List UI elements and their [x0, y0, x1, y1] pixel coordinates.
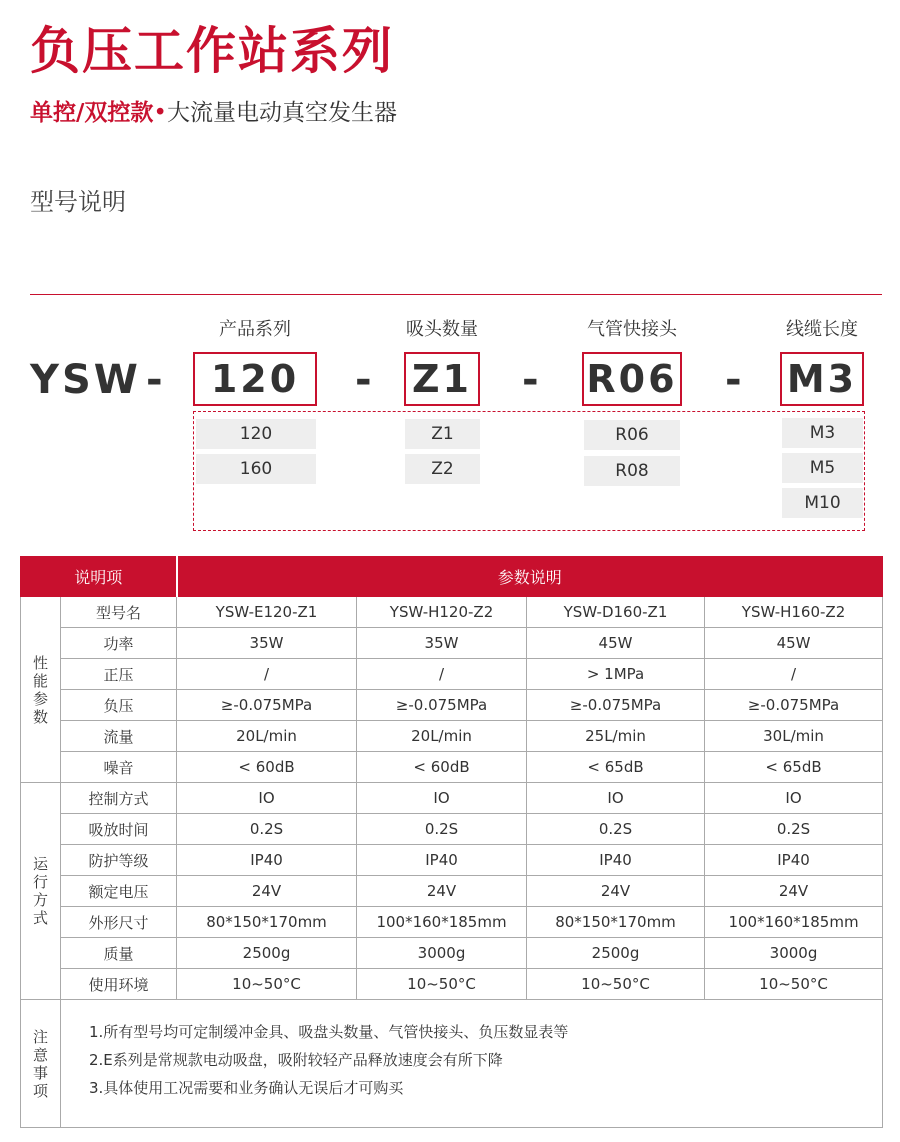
notes-cell — [61, 1000, 883, 1128]
group-notes: 注意事项 — [21, 1000, 61, 1128]
header-params-column: 参数说明 — [177, 557, 883, 597]
cable-length-code-box: M3 — [780, 352, 864, 406]
subtitle-bullet: • — [153, 100, 167, 126]
group-performance: 性能参数 — [21, 597, 61, 783]
table-header-row — [21, 557, 883, 597]
section-title: 型号说明 — [30, 188, 126, 216]
model-prefix: YSW — [30, 357, 141, 403]
table-row — [21, 814, 883, 845]
series-label: 产品系列 — [219, 319, 291, 340]
cell: ≥-0.075MPa — [705, 690, 883, 721]
cell: YSW-H160-Z2 — [705, 597, 883, 628]
series-code-box: 120 — [193, 352, 317, 406]
page-title: 负压工作站系列 — [30, 22, 394, 80]
cell: 25L/min — [527, 721, 705, 752]
table-row — [21, 783, 883, 814]
cell: < 65dB — [527, 752, 705, 783]
cell: YSW-E120-Z1 — [177, 597, 357, 628]
header-item-column: 说明项 — [21, 557, 177, 597]
cell: / — [705, 659, 883, 690]
cell: 80*150*170mm — [527, 907, 705, 938]
cell: 24V — [177, 876, 357, 907]
table-row — [21, 752, 883, 783]
head-count-option: Z1 — [405, 419, 480, 449]
cable-length-option: M5 — [782, 453, 863, 483]
cell: 0.2S — [177, 814, 357, 845]
cell: IP40 — [705, 845, 883, 876]
subtitle-highlight: 单控/双控款 — [30, 100, 154, 126]
note-item: 1.所有型号均可定制缓冲金具、吸盘头数量、气管快接头、负压数显表等 — [89, 1023, 569, 1041]
cell: 24V — [705, 876, 883, 907]
row-label: 型号名 — [61, 597, 177, 628]
section-divider — [30, 294, 882, 295]
cell: IP40 — [177, 845, 357, 876]
table-row — [21, 845, 883, 876]
row-label: 流量 — [61, 721, 177, 752]
model-dash: - — [355, 357, 372, 403]
head-count-option: Z2 — [405, 454, 480, 484]
cell: 10~50°C — [705, 969, 883, 1000]
row-label: 防护等级 — [61, 845, 177, 876]
table-row — [21, 597, 883, 628]
row-label: 吸放时间 — [61, 814, 177, 845]
cable-length-label: 线缆长度 — [786, 319, 858, 340]
spec-table — [20, 556, 883, 1128]
cell: YSW-H120-Z2 — [357, 597, 527, 628]
cell: 30L/min — [705, 721, 883, 752]
cell: 35W — [177, 628, 357, 659]
cell: 100*160*185mm — [705, 907, 883, 938]
cell: IO — [177, 783, 357, 814]
cell: 3000g — [705, 938, 883, 969]
cell: 10~50°C — [177, 969, 357, 1000]
cell: ≥-0.075MPa — [177, 690, 357, 721]
row-label: 使用环境 — [61, 969, 177, 1000]
cell: 10~50°C — [527, 969, 705, 1000]
row-label: 质量 — [61, 938, 177, 969]
note-item: 2.E系列是常规款电动吸盘，吸附较轻产品释放速度会有所下降 — [89, 1051, 503, 1069]
model-dash: - — [725, 357, 742, 403]
cell: < 60dB — [357, 752, 527, 783]
row-label: 功率 — [61, 628, 177, 659]
cell: 100*160*185mm — [357, 907, 527, 938]
connector-option: R06 — [584, 420, 680, 450]
cell: IO — [357, 783, 527, 814]
row-label: 正压 — [61, 659, 177, 690]
cell: 20L/min — [177, 721, 357, 752]
cell: / — [357, 659, 527, 690]
cell: 35W — [357, 628, 527, 659]
series-option: 160 — [196, 454, 316, 484]
connector-option: R08 — [584, 456, 680, 486]
cell: 24V — [527, 876, 705, 907]
row-label: 噪音 — [61, 752, 177, 783]
series-option: 120 — [196, 419, 316, 449]
cell: 45W — [705, 628, 883, 659]
table-row — [21, 907, 883, 938]
table-row — [21, 876, 883, 907]
row-label: 负压 — [61, 690, 177, 721]
cell: IO — [705, 783, 883, 814]
table-row — [21, 690, 883, 721]
head-count-code-box: Z1 — [404, 352, 480, 406]
cell: IO — [527, 783, 705, 814]
subtitle-text: 大流量电动真空发生器 — [166, 100, 397, 126]
connector-label: 气管快接头 — [587, 319, 677, 340]
row-label: 外形尺寸 — [61, 907, 177, 938]
note-item: 3.具体使用工况需要和业务确认无误后才可购买 — [89, 1079, 404, 1097]
cell: 45W — [527, 628, 705, 659]
table-row — [21, 938, 883, 969]
cell: 10~50°C — [357, 969, 527, 1000]
table-row — [21, 659, 883, 690]
cell: 2500g — [527, 938, 705, 969]
cell: ≥-0.075MPa — [357, 690, 527, 721]
cable-length-option: M10 — [782, 488, 863, 518]
cell: 3000g — [357, 938, 527, 969]
cell: 20L/min — [357, 721, 527, 752]
cell: IP40 — [357, 845, 527, 876]
row-label: 控制方式 — [61, 783, 177, 814]
model-dash: - — [146, 357, 163, 403]
cell: 0.2S — [705, 814, 883, 845]
cell: YSW-D160-Z1 — [527, 597, 705, 628]
cell: > 1MPa — [527, 659, 705, 690]
cell: 0.2S — [527, 814, 705, 845]
page-subtitle — [30, 97, 397, 129]
model-code-diagram — [0, 312, 900, 542]
cell: IP40 — [527, 845, 705, 876]
cable-length-option: M3 — [782, 418, 863, 448]
head-count-label: 吸头数量 — [406, 319, 478, 340]
table-row — [21, 969, 883, 1000]
table-row — [21, 628, 883, 659]
cell: < 65dB — [705, 752, 883, 783]
cell: < 60dB — [177, 752, 357, 783]
cell: 0.2S — [357, 814, 527, 845]
connector-code-box: R06 — [582, 352, 682, 406]
cell: 24V — [357, 876, 527, 907]
cell: 80*150*170mm — [177, 907, 357, 938]
notes-row — [21, 1000, 883, 1128]
group-operation: 运行方式 — [21, 783, 61, 1000]
model-dash: - — [522, 357, 539, 403]
table-row — [21, 721, 883, 752]
cell: / — [177, 659, 357, 690]
row-label: 额定电压 — [61, 876, 177, 907]
cell: 2500g — [177, 938, 357, 969]
cell: ≥-0.075MPa — [527, 690, 705, 721]
